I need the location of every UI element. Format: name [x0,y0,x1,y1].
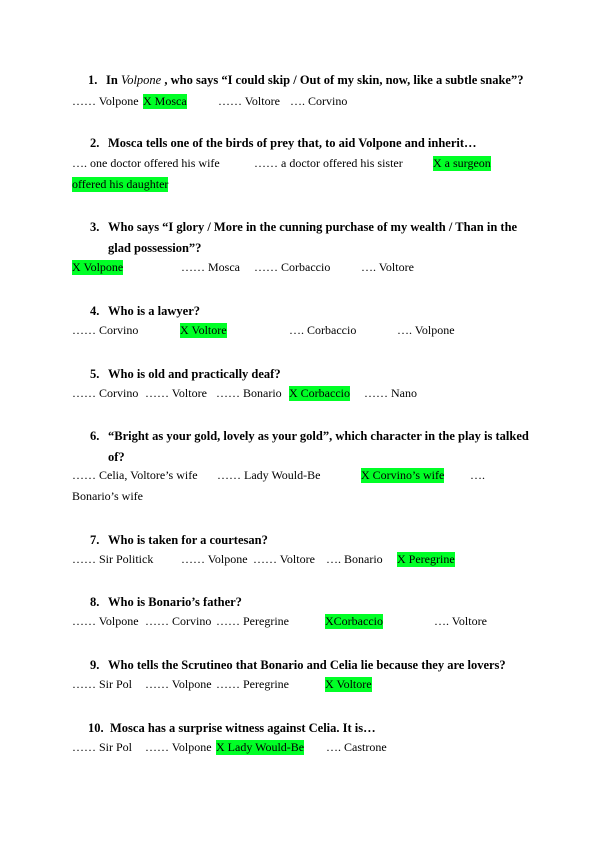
answer-option: …… Bonario [216,386,282,400]
question-text: Who is taken for a courtesan? [108,533,268,547]
answer-option: …… Peregrine [216,677,289,691]
answer-option: …… Corvino [145,614,212,628]
answer-option: …… Corvino [72,386,139,400]
question-number: 8. [90,595,100,609]
answer-option: …… Volpone [145,740,212,754]
answer-option: …. one doctor offered his wife [72,156,220,170]
answer-option: …… Sir Politick [72,552,154,566]
answer-option-correct: X Volpone [72,260,124,274]
answer-option: …. Corbaccio [289,323,357,337]
question-number: 4. [90,304,100,318]
question-text: Mosca tells one of the birds of prey that, to aid Volpone and inherit… [108,136,477,150]
answer-option-correct: X Voltore [325,677,372,691]
answer-option-correct: X Mosca [143,94,187,108]
question-text: Who says “I glory / More in the cunning purchase of my wealth / Than in the glad possession”? [108,220,518,255]
question-number: 3. [90,220,100,234]
answer-option-correct: X Peregrine [397,552,455,566]
answer-option-correct: X a surgeon [433,156,491,170]
answer-option: …. Voltore [434,614,487,628]
question-6 [90,426,540,468]
question-text: Who tells the Scrutineo that Bonario and Celia lie because they are lovers? [108,658,506,672]
question-number: 9. [90,658,100,672]
answer-option: …. [470,468,485,482]
answer-option: …… Volpone [72,94,139,108]
answer-option: …… Volpone [72,614,139,628]
answer-option: …… Peregrine [216,614,289,628]
answer-option: …… Corvino [72,323,139,337]
question-text: Who is a lawyer? [108,304,201,318]
answer-option: …… Corbaccio [254,260,331,274]
answer-option-correct: X Corbaccio [289,386,350,400]
question-number: 5. [90,367,100,381]
play-title: Volpone [120,73,162,87]
question-number: 6. [90,429,100,443]
question-7 [90,530,540,551]
question-text: “Bright as your gold, lovely as your gold”, which character in the play is talked of? [108,429,529,464]
answer-option: …… a doctor offered his sister [254,156,403,170]
answer-option: …… Nano [364,386,417,400]
question-number: 10. [88,721,104,735]
answer-option: …… Voltore [145,386,207,400]
answer-option-correct: offered his daughter [72,177,169,191]
question-number: 7. [90,533,100,547]
question-text: Who is old and practically deaf? [108,367,281,381]
answer-option: …… Celia, Voltore’s wife [72,468,198,482]
answer-option-correct: X Corvino’s wife [361,468,445,482]
question-text: Mosca has a surprise witness against Celia. It is… [110,721,376,735]
question-10 [88,718,540,739]
question-8 [90,592,540,613]
answer-option: …… Lady Would-Be [217,468,321,482]
answer-option: …… Voltore [253,552,315,566]
answer-option: …. Bonario [326,552,383,566]
answer-option: …. Voltore [361,260,414,274]
answer-option: …. Castrone [326,740,387,754]
question-4 [90,301,540,322]
question-5 [90,364,540,385]
question-number: 1. [88,73,98,87]
question-3 [90,217,540,259]
answer-option: …… Voltore [218,94,280,108]
answer-option: …. Corvino [290,94,348,108]
question-9 [90,655,540,676]
question-1 [88,70,540,91]
answer-option-correct: X Lady Would-Be [216,740,305,754]
answer-option: …… Sir Pol [72,740,133,754]
answer-option: …… Volpone [145,677,212,691]
answer-option: …… Mosca [181,260,240,274]
answer-option-correct: X Voltore [180,323,227,337]
answer-option: …. Volpone [397,323,455,337]
question-text: In Volpone , who says “I could skip / Out of my skin, now, like a subtle snake”? [106,73,524,87]
question-2 [90,133,540,154]
answer-option: …… Sir Pol [72,677,133,691]
answer-option-correct: XCorbaccio [325,614,383,628]
answer-option: …… Volpone [181,552,248,566]
answer-option: Bonario’s wife [72,489,143,503]
question-text: Who is Bonario’s father? [108,595,242,609]
question-number: 2. [90,136,100,150]
